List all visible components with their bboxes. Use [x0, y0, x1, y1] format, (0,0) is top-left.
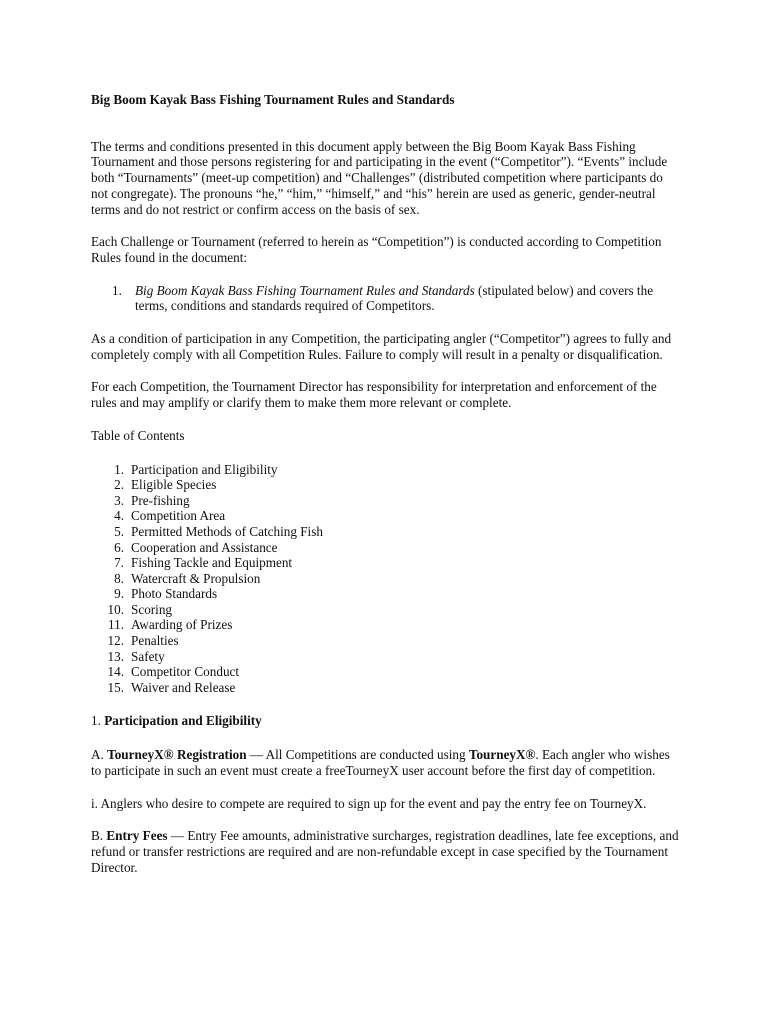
rules-list-item — [91, 283, 681, 314]
rules-list — [91, 283, 681, 314]
toc-item-label: Permitted Methods of Catching Fish — [131, 523, 323, 539]
toc-item-label: Waiver and Release — [131, 679, 236, 695]
toc-item-label: Cooperation and Assistance — [131, 539, 278, 555]
toc-item-label: Competitor Conduct — [131, 664, 240, 680]
toc-item — [91, 571, 681, 587]
toc-heading: Table of Contents — [91, 427, 185, 443]
section-1a-brand: TourneyX® — [468, 747, 536, 763]
section-1a-text-continued: . Each angler who wishes to participate in such an event must create a freeTourneyX user account before the first day of competition. — [91, 747, 670, 778]
section-1a-prefix: A. — [91, 747, 108, 763]
toc-item-label: Participation and Eligibility — [131, 461, 278, 477]
toc-item-label: Scoring — [131, 601, 173, 617]
toc-item — [91, 555, 681, 571]
section-1b-text: — Entry Fee amounts, administrative surcharges, registration deadlines, late fee exceptions, and refund or transfer restrictions are required and are non-refundable except in case specified by the Tournament Director. — [91, 828, 679, 875]
section-1b-paragraph — [91, 828, 681, 875]
toc-item — [91, 664, 681, 680]
toc-item — [91, 617, 681, 633]
rules-list-number: 1. — [112, 282, 122, 298]
toc-item-label: Watercraft & Propulsion — [131, 570, 261, 586]
section-1a-title: TourneyX® Registration — [107, 747, 247, 763]
section-1a-i-paragraph: i. Anglers who desire to compete are required to sign up for the event and pay the entry fee on TourneyX. — [91, 795, 647, 811]
toc-item-number: 11. — [108, 617, 124, 633]
toc-item — [91, 477, 681, 493]
table-of-contents — [91, 462, 681, 696]
section-1-heading — [91, 713, 681, 729]
toc-item-number: 1. — [114, 461, 124, 477]
rules-list-text: (stipulated below) and covers the terms, conditions and standards required of Competitors. — [135, 282, 654, 314]
toc-item — [91, 462, 681, 478]
toc-item — [91, 649, 681, 665]
section-1b-title: Entry Fees — [106, 828, 168, 844]
toc-item-number: 10. — [107, 601, 124, 617]
toc-item — [91, 680, 681, 696]
section-1-number: 1. — [91, 713, 105, 729]
director-paragraph: For each Competition, the Tournament Director has responsibility for interpretation and enforcement of the rules and may amplify or clarify them to make them more relevant or complete. — [91, 379, 657, 411]
toc-item-number: 7. — [114, 555, 124, 571]
toc-item-number: 6. — [114, 539, 124, 555]
toc-item-label: Awarding of Prizes — [131, 617, 233, 633]
toc-item-number: 3. — [114, 492, 124, 508]
toc-item-label: Photo Standards — [131, 586, 218, 602]
toc-item-number: 9. — [114, 586, 124, 602]
toc-item — [91, 540, 681, 556]
toc-item — [91, 586, 681, 602]
toc-item — [91, 493, 681, 509]
section-1a-text: — All Competitions are conducted using — [246, 747, 469, 763]
toc-item-label: Competition Area — [131, 508, 226, 524]
toc-item — [91, 508, 681, 524]
document-title: Big Boom Kayak Bass Fishing Tournament Rules and Standards — [91, 92, 455, 107]
section-1-title: Participation and Eligibility — [104, 713, 262, 729]
toc-item-number: 12. — [107, 633, 124, 649]
toc-item — [91, 633, 681, 649]
toc-item-label: Safety — [131, 648, 165, 664]
toc-item-number: 13. — [107, 648, 124, 664]
toc-item-label: Fishing Tackle and Equipment — [131, 555, 293, 571]
toc-item-label: Penalties — [131, 633, 179, 649]
toc-item-label: Eligible Species — [131, 477, 217, 493]
rules-document-title: Big Boom Kayak Bass Fishing Tournament Rules and Standards — [135, 282, 475, 298]
toc-item — [91, 602, 681, 618]
competition-paragraph: Each Challenge or Tournament (referred to herein as “Competition”) is conducted according to Competition Rules found in the document: — [91, 234, 662, 265]
toc-item-number: 8. — [114, 570, 124, 586]
section-1a-paragraph — [91, 747, 681, 778]
intro-paragraph: The terms and conditions presented in this document apply between the Big Boom Kayak Bass Fishing Tournament and those persons registering for and participating in the event (“Competitor”). “Events” include both “Tournaments” (meet-up competition) and “Challenges” (distributed competition where participants do not congregate). The pronouns “he,” “him,” “himself,” and “his” herein are used as generic, gender-neutral terms and do not restrict or confirm access on the basis of sex. — [91, 138, 668, 217]
section-1b-prefix: B. — [91, 828, 107, 844]
toc-item-number: 4. — [114, 508, 124, 524]
condition-paragraph: As a condition of participation in any Competition, the participating angler (“Competitor”) agrees to fully and completely comply with all Competition Rules. Failure to comply will result in a penalty or disqualification. — [91, 331, 672, 362]
toc-item-label: Pre-fishing — [131, 492, 190, 508]
toc-item-number: 5. — [114, 523, 124, 539]
document-page — [91, 92, 681, 892]
toc-item-number: 14. — [107, 664, 124, 680]
toc-item-number: 15. — [107, 679, 124, 695]
toc-item-number: 2. — [114, 477, 124, 493]
toc-item — [91, 524, 681, 540]
